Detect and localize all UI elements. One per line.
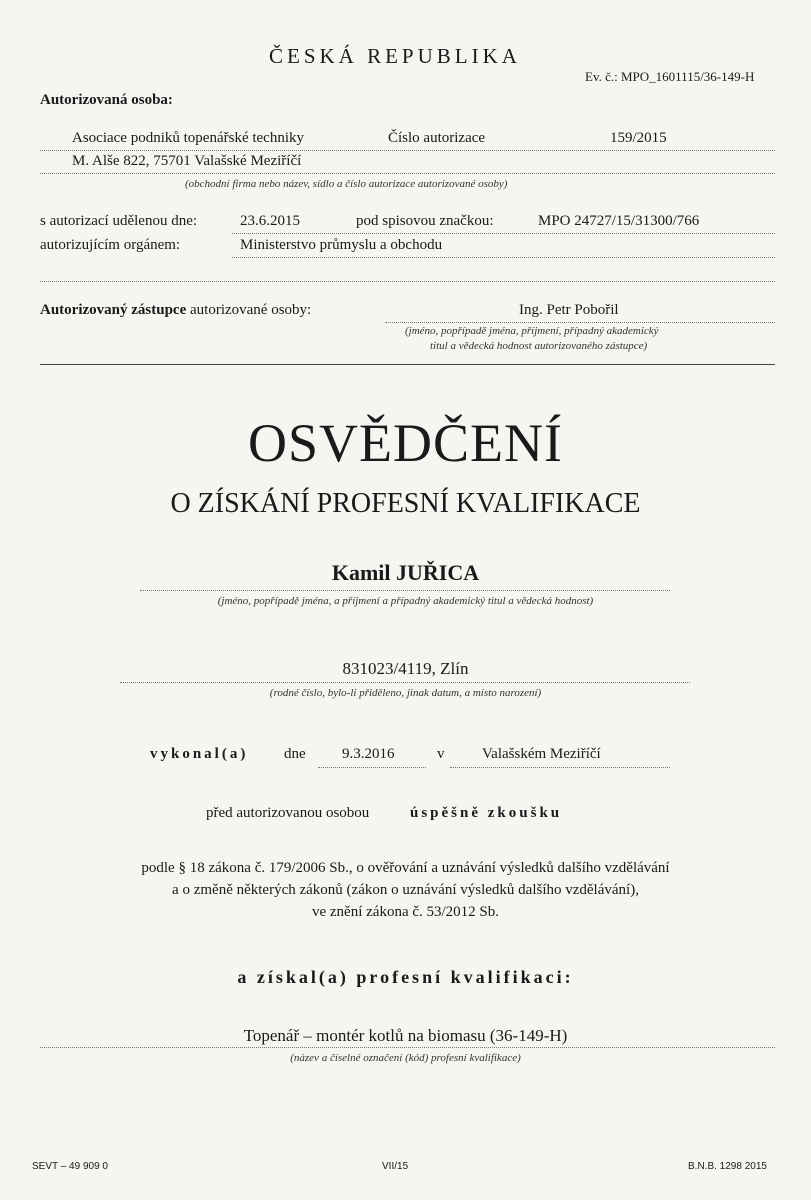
authority-name: Ministerstvo průmyslu a obchodu [240, 237, 443, 253]
exam-result: úspěšně zkoušku [410, 805, 563, 821]
qualification-heading: a získal(a) profesní kvalifikaci: [237, 967, 574, 987]
file-number-label: pod spisovou značkou: [356, 213, 494, 229]
granted-date: 23.6.2015 [240, 213, 300, 229]
exam-date-label: dne [284, 746, 306, 762]
footer-left: SEVT – 49 909 0 [32, 1161, 108, 1172]
holder-name: Kamil JUŘICA [331, 560, 480, 585]
holder-birth: 831023/4119, Zlín [342, 659, 469, 678]
representative-heading-rest: autorizované osoby: [190, 302, 312, 318]
dotted-line [232, 257, 775, 258]
file-number: MPO 24727/15/31300/766 [538, 213, 700, 229]
representative-name: Ing. Petr Pobořil [519, 302, 619, 318]
evidence-number: Ev. č.: MPO_1601115/36-149-H [585, 69, 755, 84]
qualification-name: Topenář – montér kotlů na biomasu (36-149-H) [243, 1026, 568, 1045]
exam-place: Valašském Meziříčí [482, 746, 601, 762]
dotted-line [40, 1047, 775, 1048]
qualification-caption: (název a číselné označení (kód) profesní kvalifikace) [290, 1052, 521, 1064]
footer-center: VII/15 [382, 1161, 409, 1172]
representative-heading-bold: Autorizovaný zástupce [40, 302, 187, 318]
dotted-line [40, 150, 775, 151]
dotted-line [40, 173, 775, 174]
authorized-person-address: M. Alše 822, 75701 Valašské Meziříčí [72, 153, 302, 169]
exam-performed: vykonal(a) [150, 746, 249, 762]
authorized-person-heading: Autorizovaná osoba: [40, 92, 173, 108]
exam-before-text: před autorizovanou osobou [206, 805, 370, 821]
certificate-title: OSVĚDČENÍ [248, 413, 563, 473]
certificate-subtitle: O ZÍSKÁNÍ PROFESNÍ KVALIFIKACE [170, 488, 641, 519]
exam-place-label: v [437, 746, 445, 762]
representative-caption-2: titul a vědecká hodnost autorizovaného zástupce) [430, 340, 648, 352]
dotted-line [140, 590, 670, 591]
law-line-3: ve znění zákona č. 53/2012 Sb. [311, 904, 500, 920]
holder-birth-caption: (rodné číslo, bylo-li přiděleno, jinak datum, a místo narození) [269, 687, 542, 699]
authorization-number-label: Číslo autorizace [388, 130, 486, 146]
dotted-line [318, 767, 426, 768]
representative-caption-1: (jméno, popřípadě jména, příjmení, případný akademický [405, 325, 659, 337]
granted-label: s autorizací udělenou dne: [40, 213, 198, 229]
holder-name-caption: (jméno, popřípadě jména, a příjmení a případný akademický titul a vědecká hodnost) [217, 595, 594, 607]
law-line-1: podle § 18 zákona č. 179/2006 Sb., o ověřování a uznávání výsledků dalšího vzdělávání [141, 860, 670, 876]
country-heading: ČESKÁ REPUBLIKA [269, 44, 521, 68]
authority-label: autorizujícím orgánem: [40, 237, 181, 253]
dotted-line [40, 281, 775, 282]
footer-right: B.N.B. 1298 2015 [688, 1161, 767, 1172]
dotted-line [385, 322, 775, 323]
authorized-person-name: Asociace podniků topenářské techniky [72, 130, 305, 146]
exam-date: 9.3.2016 [342, 746, 395, 762]
representative-heading [40, 302, 311, 319]
separator-line [40, 364, 775, 365]
authorized-person-caption: (obchodní firma nebo název, sídlo a číslo autorizace autorizované osoby) [185, 178, 508, 190]
dotted-line [232, 233, 775, 234]
dotted-line [120, 682, 690, 683]
dotted-line [450, 767, 670, 768]
law-line-2: a o změně některých zákonů (zákon o uznávání výsledků dalšího vzdělávání), [172, 882, 639, 898]
authorization-number: 159/2015 [610, 130, 667, 146]
